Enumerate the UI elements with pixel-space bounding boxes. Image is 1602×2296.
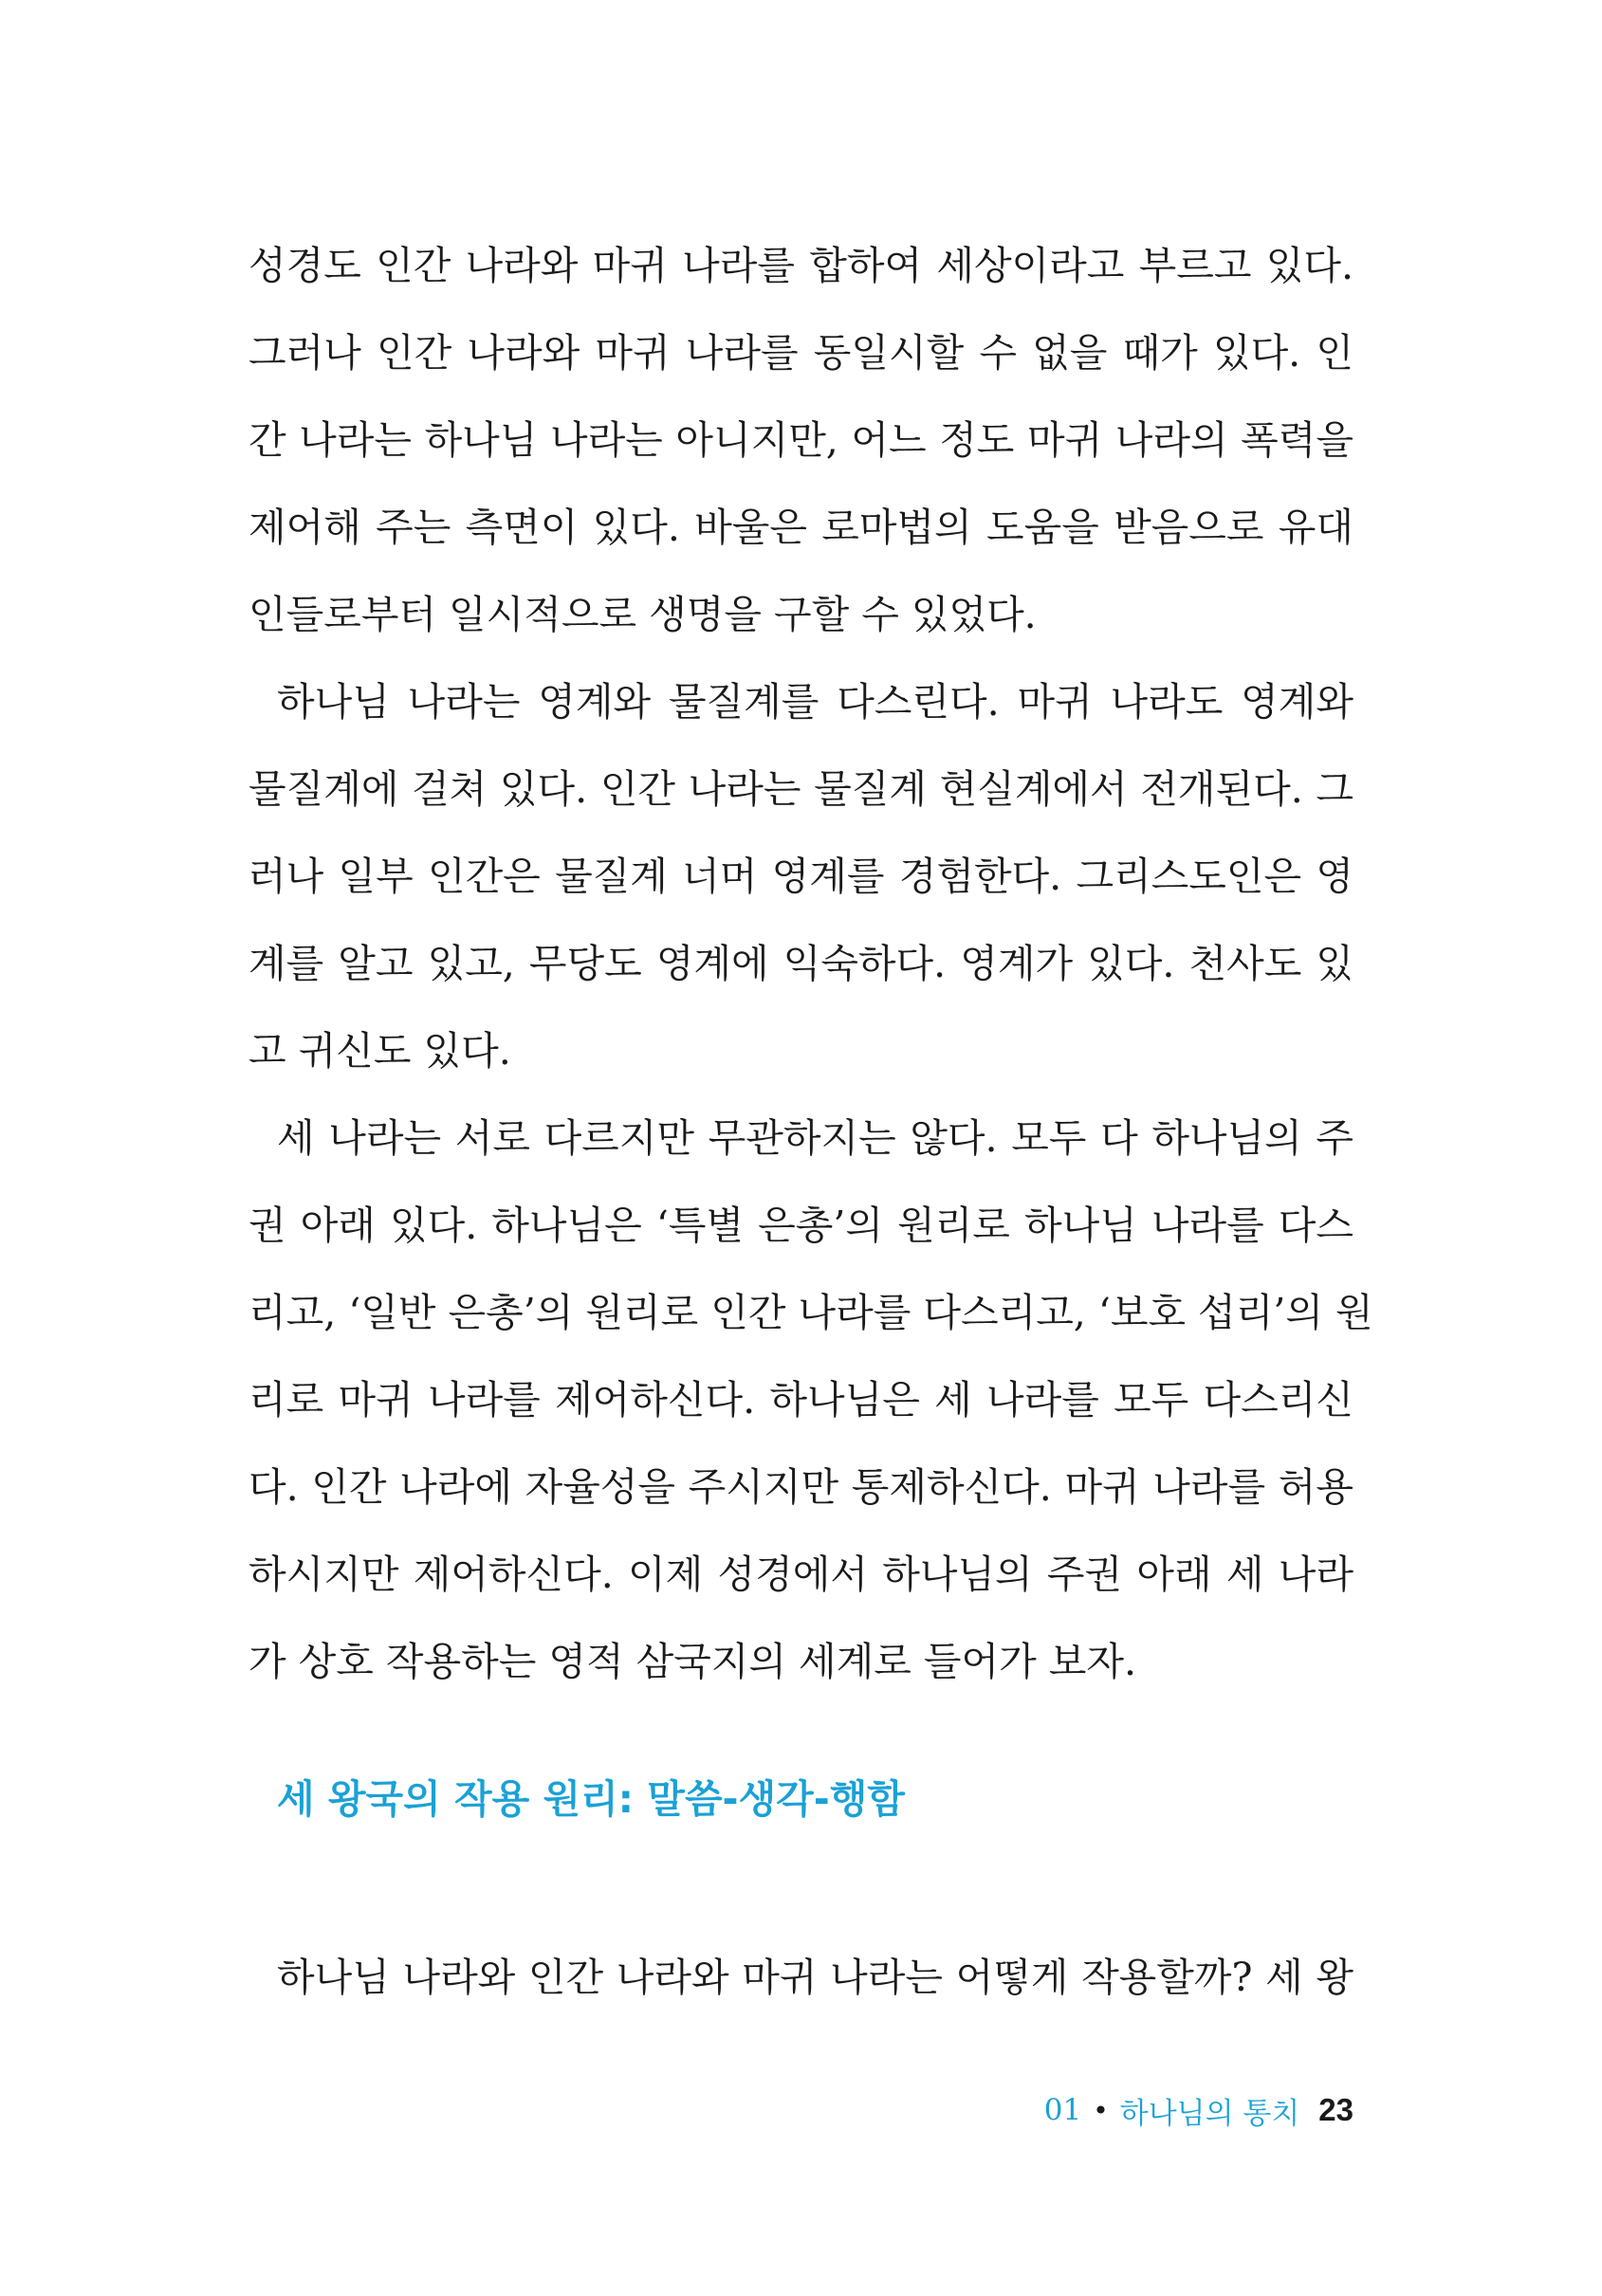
paragraph2-line-5: 고 귀신도 있다. <box>249 1028 511 1074</box>
paragraph1-line-4: 제어해 주는 측면이 있다. 바울은 로마법의 도움을 받음으로 유대 <box>249 505 1353 550</box>
paragraph1-line-5: 인들로부터 일시적으로 생명을 구할 수 있었다. <box>249 592 1037 637</box>
section-heading: 세 왕국의 작용 원리: 말씀-생각-행함 <box>277 1776 906 1822</box>
paragraph1-line-2: 그러나 인간 나라와 마귀 나라를 동일시할 수 없을 때가 있다. 인 <box>249 330 1353 376</box>
page-footer <box>1044 2086 1353 2134</box>
page-number: 23 <box>1318 2092 1353 2127</box>
paragraph1-line-3: 간 나라는 하나님 나라는 아니지만, 어느 정도 마귀 나라의 폭력을 <box>249 417 1353 463</box>
bullet-separator: • <box>1093 2094 1109 2126</box>
paragraph3-line-6: 하시지만 제어하신다. 이제 성경에서 하나님의 주권 아래 세 나라 <box>249 1552 1353 1597</box>
paragraph3-line-4: 리로 마귀 나라를 제어하신다. 하나님은 세 나라를 모두 다스리신 <box>249 1377 1353 1423</box>
paragraph3-line-1: 세 나라는 서로 다르지만 무관하지는 않다. 모두 다 하나님의 주 <box>277 1115 1353 1161</box>
paragraph2-line-1: 하나님 나라는 영계와 물질계를 다스린다. 마귀 나라도 영계와 <box>277 679 1353 725</box>
paragraph2-line-3: 러나 일부 인간은 물질계 너머 영계를 경험한다. 그리스도인은 영 <box>249 854 1353 899</box>
paragraph3-line-7: 가 상호 작용하는 영적 삼국지의 세계로 들어가 보자. <box>249 1639 1136 1684</box>
chapter-title: 하나님의 통치 <box>1119 2096 1300 2131</box>
paragraph2-line-4: 계를 알고 있고, 무당도 영계에 익숙하다. 영계가 있다. 천사도 있 <box>249 941 1353 986</box>
paragraph2-line-2: 물질계에 걸쳐 있다. 인간 나라는 물질계 현실계에서 전개된다. 그 <box>249 766 1353 812</box>
paragraph3-line-2: 권 아래 있다. 하나님은 ‘특별 은총’의 원리로 하나님 나라를 다스 <box>249 1203 1353 1248</box>
paragraph3-line-5: 다. 인간 나라에 자율성을 주시지만 통제하신다. 마귀 나라를 허용 <box>249 1464 1353 1510</box>
chapter-number: 01 <box>1043 2093 1082 2127</box>
paragraph3-line-3: 리고, ‘일반 은총’의 원리로 인간 나라를 다스리고, ‘보호 섭리’의 원 <box>249 1290 1373 1335</box>
paragraph4-line-1: 하나님 나라와 인간 나라와 마귀 나라는 어떻게 작용할까? 세 왕 <box>277 1955 1353 2000</box>
paragraph1-line-1: 성경도 인간 나라와 마귀 나라를 합하여 세상이라고 부르고 있다. <box>249 243 1353 288</box>
